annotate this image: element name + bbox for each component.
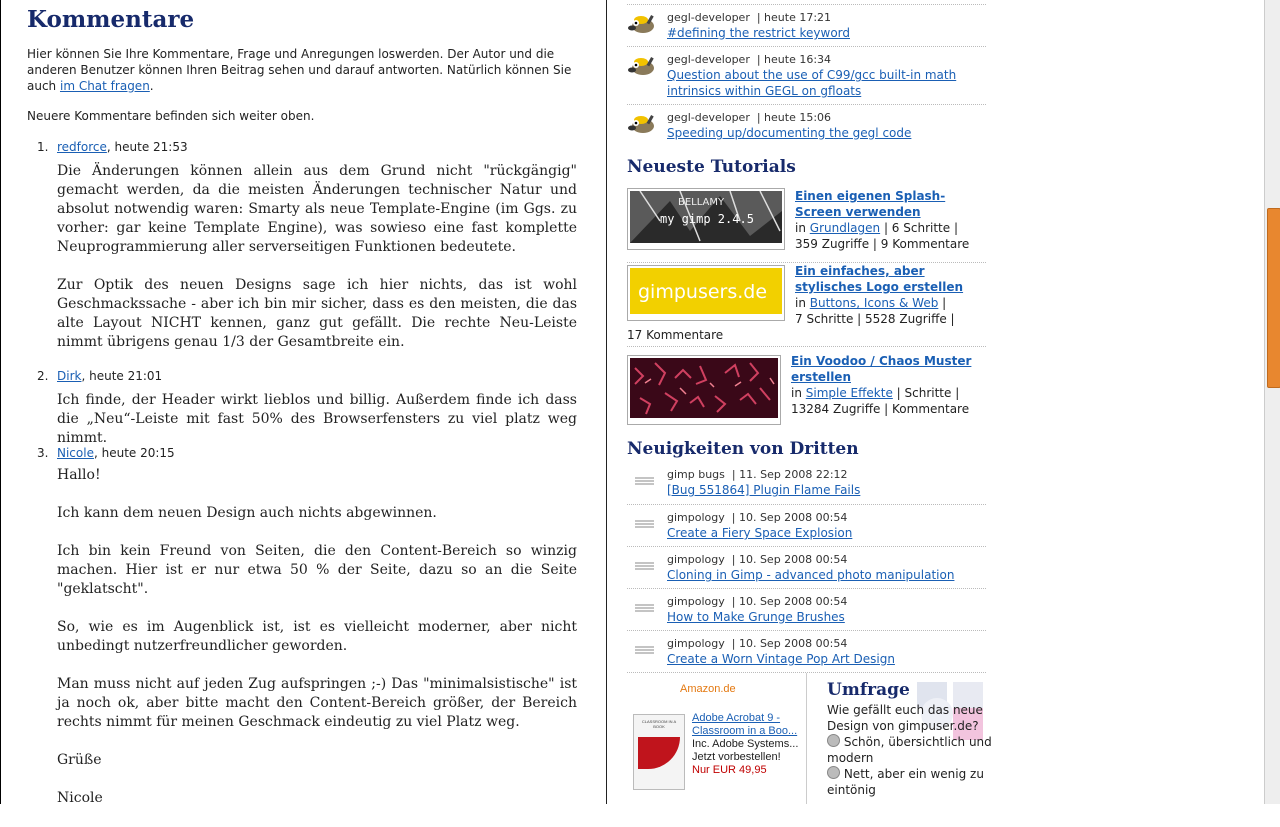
feed-title-link[interactable]: Question about the use of C99/gcc built-in math intrinsics within GEGL on gfloats — [667, 68, 957, 98]
comments-column — [0, 0, 607, 804]
tutorial-category-link[interactable]: Grundlagen — [809, 221, 881, 235]
book-cover[interactable]: CLASSROOM IN A BOOK — [633, 714, 685, 790]
tutorial-item: Ein Voodoo / Chaos Muster erstellen in Simple Effekte | Schritte | 13284 Zugriffe | Kommentare — [627, 346, 986, 347]
poll-option[interactable]: Nett, aber ein wenig zu eintönig — [827, 767, 984, 797]
vertical-scrollbar[interactable] — [1264, 0, 1280, 804]
page: Kommentare Hier können Sie Ihre Kommentare, Frage und Anregungen loswerden. Der Autor und die anderen Benutzer können Ihren Beitrag sehen und darauf antworten. Natürlich können Sie auch im Chat fragen. Neuere Kommentare befinden sich weiter oben. 1. redforce, heute 21:53 Die Änderungen können allein aus dem Grund nicht "rückgängig" gemacht werden, da die meisten Änderungen technischer Natur und absolut notwendig waren: Smarty als neue Template-Engine (im Ggs. zu vorher: gar keine Template Engine), was sowieso eine fast komplette Neuprogrammierung aller serverseitigen Funktionen bedeutete. Zur Optik des neuen Designs sage ich hier nichts, das ist wohl Geschmackssache - aber ich bin mir sicher, dass es den meisten, die das alte Layout NICHT kennen, ganz gut gefällt. Die rechte Neu-Leiste nimmt übrigens genau 1/3 der Gesamtbreite ein. 2. Dirk, heute 21:01 Ich finde, der Header wirkt lieblos und billig. Außerdem finde ich dass die „Neu“-Leiste mit fast 50% des Browserfensters zu viel platz weg nimmt. 3. Nicole, heute 20:15 Hallo! Ich kann dem neuen Design auch nichts abgewinnen. Ich bin kein Freund von Seiten, die den Content-Bereich so winzig machen. Hier ist er nur etwa 50 % der Seite, dazu so an die Seite "geklatscht". So, wie es im Augenblick ist, ist es vielleicht moderner, aber nicht unbedingt nutzerfreundlicher geworden. Man muss nicht auf jeden Zug aufspringen ;-) Das "minimalsistische" ist ja noch ok, aber bitte macht den Content-Bereich größer, der Bereich rechts nimmt für meinen Geschmack eindeutig zu viel Platz weg. Grüße Nicole gegl-developer | heute 17:21 #defining the restrict keyword gegl-developer | heute 16:34 Question about the use of C99/gcc built-in math intrinsics within GEGL on gfloats gegl-developer | heute 15:06 Speeding up/documenting the gegl code Neueste Tutorials BELLAMY my gimp 2.4.5 Einen eigenen Splash-Screen verwenden in Grundlagen | 6 Schritte | 359 Zugriffe | 9 Kommentare gimpusers.de Ein einfaches, aber stylisches Logo erstellen in Buttons, Icons & Web | 7 Schritte | 5528 Zugriffe | 17 Kommentare Ein Voodoo / Chaos Muster erstellen in Simple Effekte | Schritte | 13284 Zugriffe | Kommentare Neuigkeiten von Dritten gimp bugs | 11. Sep 2008 22:12 [Bug 551864] Plugin Flame Fails gimpology | 10. Sep 2008 00:54 Create a Fiery Space Explosion gimpology | 10. Sep 2008 00:54 Cloning in Gimp - advanced photo manipulation gimpology | 10. Sep 2008 00:54 How to Make Grunge Brushes gimpology | 10. Sep 2008 00:54 Create a Worn Vintage Pop Art Design Amazon.de CLASSROOM IN A BOOK Adobe Acrobat 9 - Classroom in a Boo... Inc. Adobe Systems... Jetzt vorbestellen! Nur EUR 49,95 Umfrage Wie gefällt euch das neue Design von gimpuser.de? Schön, übersichtlich und modern Nett, aber ein wenig zu eintönig — [0, 0, 1264, 804]
radio-button[interactable] — [827, 734, 840, 747]
feed-lines-icon — [627, 469, 657, 493]
comment-author-link[interactable]: redforce — [57, 140, 107, 154]
column-divider — [606, 0, 607, 804]
feed-lines-icon — [627, 512, 657, 536]
comment-body: Die Änderungen können allein aus dem Grund nicht "rückgängig" gemacht werden, da die meisten Änderungen technischer Natur und absolut notwendig waren: Smarty als neue Template-Engine (im Ggs. zu vorher: gar keine Template Engine), was sowieso eine fast komplette Neuprogrammierung aller serverseitigen Funktionen bedeutete. Zur Optik des neuen Designs sage ich hier nichts, das ist wohl Geschmackssache - aber ich bin mir sicher, dass es den meisten, die das alte Layout NICHT kennen, ganz gut gefällt. Die rechte Neu-Leiste nimmt übrigens genau 1/3 der Gesamtbreite ein. — [57, 163, 577, 350]
comment-item — [37, 139, 577, 371]
gegl-feed-item: gegl-developer | heute 16:34 Question about the use of C99/gcc built-in math intrinsics within GEGL on gfloats — [627, 46, 986, 105]
tutorial-title-link[interactable]: Einen eigenen Splash-Screen verwenden — [795, 189, 946, 219]
tutorial-category-link[interactable]: Buttons, Icons & Web — [809, 296, 939, 310]
tutorial-title-link[interactable]: Ein einfaches, aber stylisches Logo erstellen — [795, 264, 964, 294]
feed-lines-icon — [627, 638, 657, 662]
poll-option[interactable]: Schön, übersichtlich und modern — [827, 735, 992, 765]
comment-header: 1. redforce, heute 21:53 — [37, 140, 188, 154]
third-party-feed-item: gimpology | 10. Sep 2008 00:54 Cloning in Gimp - advanced photo manipulation — [627, 546, 986, 588]
comments-title: Kommentare — [27, 6, 195, 33]
gimp-wilber-icon — [627, 12, 657, 36]
third-party-feed-item: gimp bugs | 11. Sep 2008 22:12 [Bug 551864] Plugin Flame Fails — [627, 462, 986, 503]
tutorial-thumbnail[interactable] — [627, 188, 785, 250]
feed-title-link[interactable]: #defining the restrict keyword — [667, 26, 850, 40]
third-party-feed-item: gimpology | 10. Sep 2008 00:54 How to Make Grunge Brushes — [627, 588, 986, 630]
gimp-wilber-icon — [627, 112, 657, 136]
feed-lines-icon — [627, 554, 657, 578]
feed-lines-icon — [627, 596, 657, 620]
comment-item — [37, 445, 577, 827]
feed-title-link[interactable]: Speeding up/documenting the gegl code — [667, 126, 912, 140]
comments-intro: Hier können Sie Ihre Kommentare, Frage und Anregungen loswerden. Der Autor und die anderen Benutzer können Ihren Beitrag sehen und darauf antworten. Natürlich können Sie auch im Chat fragen. — [27, 47, 572, 93]
tutorial-title-link[interactable]: Ein Voodoo / Chaos Muster erstellen — [791, 354, 972, 384]
comment-body: Hallo! Ich kann dem neuen Design auch nichts abgewinnen. Ich bin kein Freund von Seiten, die den Content-Bereich so winzig machen. Hier ist er nur etwa 50 % der Seite, dazu so an die Seite "geklatscht". So, wie es im Augenblick ist, ist es vielleicht moderner, aber nicht unbedingt nutzerfreundlicher geworden. Man muss nicht auf jeden Zug aufspringen ;-) Das "minimalsistische" ist ja noch ok, aber bitte macht den Content-Bereich größer, der Bereich rechts nimmt für meinen Geschmack eindeutig zu viel Platz weg. Grüße Nicole — [57, 467, 577, 806]
poll-heading: Umfrage — [827, 680, 910, 700]
feed-title-link[interactable]: Cloning in Gimp - advanced photo manipulation — [667, 568, 955, 582]
chat-link[interactable]: im Chat fragen — [59, 79, 150, 93]
comment-header: 3. Nicole, heute 20:15 — [37, 446, 175, 460]
amazon-price: Nur EUR 49,95 — [692, 764, 767, 776]
tutorial-item: gimpusers.de Ein einfaches, aber stylisches Logo erstellen in Buttons, Icons & Web | 7 Schritte | 5528 Zugriffe | 17 Kommentare — [627, 262, 986, 263]
svg-text:gimpusers.de: gimpusers.de — [638, 281, 768, 303]
bottom-divider — [806, 673, 807, 804]
poll-question: Wie gefällt euch das neue Design von gimpuser.de? — [827, 703, 983, 733]
svg-text:BELLAMY: BELLAMY — [678, 197, 725, 208]
newer-comments-note: Neuere Kommentare befinden sich weiter oben. — [27, 109, 315, 123]
feed-title-link[interactable]: Create a Fiery Space Explosion — [667, 526, 853, 540]
comment-author-link[interactable]: Nicole — [57, 446, 94, 460]
comment-body: Ich finde, der Header wirkt lieblos und billig. Außerdem finde ich dass die „Neu“-Leiste mit fast 50% des Browserfensters zu viel platz weg nimmt. — [57, 392, 577, 446]
tutorial-category-link[interactable]: Simple Effekte — [805, 386, 893, 400]
tutorial-thumbnail[interactable] — [627, 265, 785, 321]
third-party-heading: Neuigkeiten von Dritten — [627, 439, 859, 459]
tutorial-thumbnail[interactable] — [627, 355, 781, 425]
gimp-wilber-icon — [627, 54, 657, 78]
scrollbar-thumb[interactable] — [1267, 208, 1280, 388]
third-party-feed-item: gimpology | 10. Sep 2008 00:54 Create a Worn Vintage Pop Art Design — [627, 630, 986, 673]
gegl-feed-item: gegl-developer | heute 17:21 #defining the restrict keyword — [627, 4, 986, 46]
tutorials-heading: Neueste Tutorials — [627, 157, 796, 177]
feed-title-link[interactable]: [Bug 551864] Plugin Flame Fails — [667, 483, 861, 497]
amazon-widget: Amazon.de CLASSROOM IN A BOOK Adobe Acrobat 9 - Classroom in a Boo... Inc. Adobe Systems... Jetzt vorbestellen! Nur EUR 49,95 — [627, 676, 803, 804]
comment-header: 2. Dirk, heute 21:01 — [37, 369, 163, 383]
feed-title-link[interactable]: Create a Worn Vintage Pop Art Design — [667, 652, 895, 666]
amazon-label: Amazon.de — [680, 683, 736, 695]
third-party-feed-item: gimpology | 10. Sep 2008 00:54 Create a Fiery Space Explosion — [627, 504, 986, 546]
poll-widget — [827, 682, 997, 798]
svg-text:my gimp 2.4.5: my gimp 2.4.5 — [660, 212, 754, 226]
gegl-feed-item: gegl-developer | heute 15:06 Speeding up/documenting the gegl code — [627, 104, 986, 146]
feed-title-link[interactable]: How to Make Grunge Brushes — [667, 610, 845, 624]
amazon-product-link[interactable]: Adobe Acrobat 9 - Classroom in a Boo... — [692, 712, 798, 737]
comment-author-link[interactable]: Dirk — [57, 369, 82, 383]
radio-button[interactable] — [827, 766, 840, 779]
